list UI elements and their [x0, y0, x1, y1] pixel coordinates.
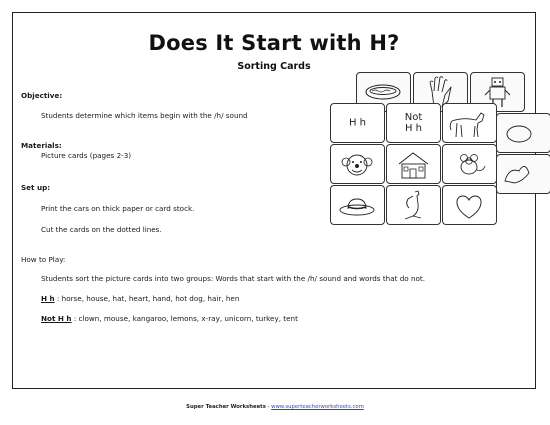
mouse-icon [443, 145, 496, 183]
house-icon [387, 145, 440, 183]
not-h-sorting-card [386, 103, 441, 143]
heart-icon [443, 186, 496, 224]
card-horse [442, 103, 497, 143]
how-to-play-heading: How to Play: [21, 255, 66, 264]
setup-heading: Set up: [21, 183, 51, 192]
h-words-label: H h [41, 294, 55, 303]
setup-step-2: Cut the cards on the dotted lines. [41, 225, 162, 234]
hat-icon [331, 186, 384, 224]
kangaroo-icon [387, 186, 440, 224]
h-words-separator: : [54, 294, 62, 303]
materials-text: Picture cards (pages 2-3) [41, 151, 132, 160]
card-hat [330, 185, 385, 225]
clown-icon [331, 145, 384, 183]
not-h-words-label: Not H h [41, 314, 72, 323]
page-footer [0, 404, 550, 410]
not-h-words-list: clown, mouse, kangaroo, lemons, x-ray, unicorn, turkey, tent [78, 314, 298, 323]
card-house [386, 144, 441, 184]
not-h-words-separator: : [71, 314, 79, 323]
back-card-turkey [496, 154, 550, 194]
materials-heading: Materials: [21, 141, 62, 150]
not-h-card-line-2: H h [404, 123, 423, 134]
card-heart [442, 185, 497, 225]
horse-icon [443, 104, 496, 142]
how-to-play-instructions: Students sort the picture cards into two groups: Words that start with the /h/ sound and words that do not. [41, 274, 426, 283]
footer-separator: - [265, 404, 272, 410]
setup-step-1: Print the cars on thick paper or card stock. [41, 204, 195, 213]
footer-brand: Super Teacher Worksheets [186, 404, 266, 410]
page-title: Does It Start with H? [148, 31, 400, 55]
objective-text: Students determine which items begin with the /h/ sound [41, 111, 248, 120]
card-mouse [442, 144, 497, 184]
h-words-list: horse, house, hat, heart, hand, hot dog, hair, hen [61, 294, 240, 303]
objective-heading: Objective: [21, 91, 63, 100]
turkey-icon [497, 155, 550, 193]
not-h-card-label [387, 112, 440, 134]
lemon-icon [497, 114, 550, 152]
not-h-card-line-1: Not [404, 112, 423, 123]
back-card-lemon [496, 113, 550, 153]
page-subtitle: Sorting Cards [237, 61, 311, 72]
card-kangaroo [386, 185, 441, 225]
h-sorting-card [330, 103, 385, 143]
card-clown [330, 144, 385, 184]
h-card-label: H h [348, 117, 367, 129]
footer-link[interactable]: www.superteacherworksheets.com [271, 404, 364, 410]
